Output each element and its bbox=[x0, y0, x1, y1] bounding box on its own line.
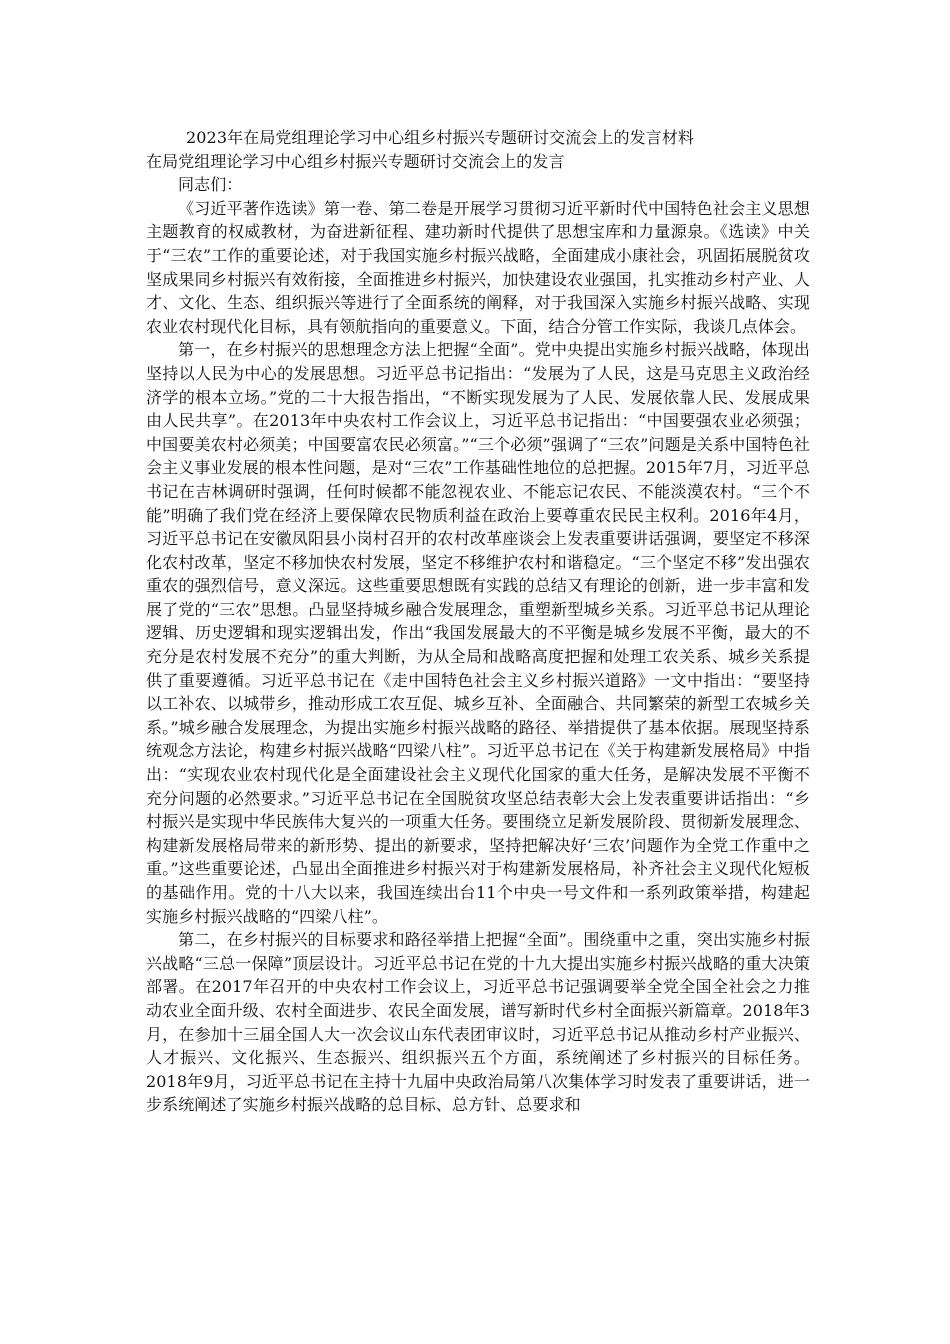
paragraph-second-point: 第二，在乡村振兴的目标要求和路径举措上把握“全面”。围绕重中之重，突出实施乡村振兴战略“三总一保障”顶层设计。习近平总书记在党的十九大提出实施乡村振兴战略的重大决策部署。在2017年召开的中央农村工作会议上，习近平总书记强调要举全党全国全社会之力推动农业全面升级、农村全面进步、农民全面发展，谱写新时代乡村全面振兴新篇章。2018年3月，在参加十三届全国人大一次会议山东代表团审议时，习近平总书记从推动乡村产业振兴、人才振兴、文化振兴、生态振兴、组织振兴五个方面，系统阐述了乡村振兴的目标任务。2018年9月，习近平总书记在主持十九届中央政治局第八次集体学习时发表了重要讲话，进一步系统阐述了实施乡村振兴战略的总目标、总方针、总要求和 bbox=[146, 930, 810, 1115]
document-subtitle: 在局党组理论学习中心组乡村振兴专题研讨交流会上的发言 bbox=[146, 151, 565, 171]
paragraph-first-point: 第一，在乡村振兴的思想理念方法上把握“全面”。党中央提出实施乡村振兴战略，体现出坚持以人民为中心的发展思想。习近平总书记指出：“发展为了人民，这是马克思主义政治经济学的根本立场。”党的二十大报告指出，“不断实现发展为了人民、发展依靠人民、发展成果由人民共享”。在2013年中央农村工作会议上，习近平总书记指出：“中国要强农业必须强；中国要美农村必须美；中国要富农民必须富。”“三个必须”强调了“三农”问题是关系中国特色社会主义事业发展的根本性问题，是对“三农”工作基础性地位的总把握。2015年7月，习近平总书记在吉林调研时强调，任何时候都不能忽视农业、不能忘记农民、不能淡漠农村。“三个不能”明确了我们党在经济上要保障农民物质利益在政治上要尊重农民民主权利。2016年4月，习近平总书记在安徽凤阳县小岗村召开的农村改革座谈会上发表重要讲话强调，要坚定不移深化农村改革，坚定不移加快农村发展，坚定不移维护农村和谐稳定。“三个坚定不移”发出强农重农的强烈信号，意义深远。这些重要思想既有实践的总结又有理论的创新，进一步丰富和发展了党的“三农”思想。凸显坚持城乡融合发展理念，重塑新型城乡关系。习近平总书记从理论逻辑、历史逻辑和现实逻辑出发，作出“我国发展最大的不平衡是城乡发展不平衡，最大的不充分是农村发展不充分”的重大判断，为从全局和战略高度把握和处理工农关系、城乡关系提供了重要遵循。习近平总书记在《走中国特色社会主义乡村振兴道路》一文中指出：“要坚持以工补农、以城带乡，推动形成工农互促、城乡互补、全面融合、共同繁荣的新型工农城乡关系。”城乡融合发展理念，为提出实施乡村振兴战略的路径、举措提供了基本依据。展现坚持系统观念方法论，构建乡村振兴战略“四梁八柱”。习近平总书记在《关于构建新发展格局》中指出：“实现农业农村现代化是全面建设社会主义现代化国家的重大任务，是解决发展不平衡不充分问题的必然要求。”习近平总书记在全国脱贫攻坚总结表彰大会上发表重要讲话指出：“乡村振兴是实现中华民族伟大复兴的一项重大任务。要围绕立足新发展阶段、贯彻新发展理念、构建新发展格局带来的新形势、提出的新要求，坚持把解决好‘三农’问题作为全党工作重中之重。”这些重要论述，凸显出全面推进乡村振兴对于构建新发展格局，补齐社会主义现代化短板的基础作用。党的十八大以来，我国连续出台11个中央一号文件和一系列政策举措，构建起实施乡村振兴战略的“四梁八柱”。 bbox=[146, 340, 810, 926]
paragraph-intro: 《习近平著作选读》第一卷、第二卷是开展学习贯彻习近平新时代中国特色社会主义思想主题教育的权威教材，为奋进新征程、建功新时代提供了思想宝库和力量源泉。《选读》中关于“三农”工作的重要论述，对于我国实施乡村振兴战略，全面建成小康社会，巩固拓展脱贫攻坚成果同乡村振兴有效衔接，全面推进乡村振兴，加快建设农业强国，扎实推动乡村产业、人才、文化、生态、组织振兴等进行了全面系统的阐释，对于我国深入实施乡村振兴战略、实现农业农村现代化目标，具有领航指向的重要意义。下面，结合分管工作实际，我谈几点体会。 bbox=[146, 198, 810, 336]
document-body bbox=[146, 126, 810, 1117]
document-title: 2023年在局党组理论学习中心组乡村振兴专题研讨交流会上的发言材料 bbox=[186, 128, 695, 147]
salutation: 同志们： bbox=[178, 175, 243, 195]
